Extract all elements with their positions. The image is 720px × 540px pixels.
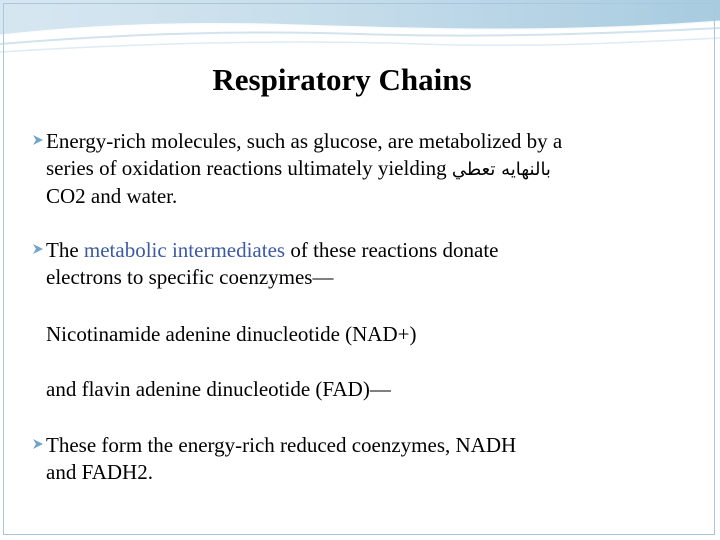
bullet-text-line: and FADH2. [46, 460, 153, 484]
bullet-text-line: CO2 and water. [46, 184, 178, 208]
text-fad [30, 376, 680, 403]
bullet-text-line: These form the energy-rich reduced coenzymes, NADH [46, 433, 517, 457]
bullet-paragraph-energy [30, 128, 680, 210]
bullet-text-line: electrons to specific coenzymes— [46, 265, 334, 289]
fad-line: and flavin adenine dinucleotide (FAD)— [46, 377, 391, 401]
bullet-paragraph-intermediates [30, 237, 680, 291]
nad-line: Nicotinamide adenine dinucleotide (NAD+) [46, 322, 417, 346]
bullet-paragraph-reduced [30, 432, 680, 486]
bullet-text-rest: of these reactions donate [290, 238, 499, 262]
arrow-bullet-icon [32, 134, 44, 146]
arrow-bullet-icon [32, 243, 44, 255]
text-nad [30, 321, 680, 348]
bullet-text-line: series of oxidation reactions ultimately yielding [46, 156, 447, 180]
arrow-bullet-icon [32, 438, 44, 450]
arabic-note: بالنهايه تعطي [451, 159, 551, 180]
bullet-text-lead: The [46, 238, 79, 262]
slide-content [30, 128, 680, 486]
highlighted-term: metabolic intermediates [83, 238, 286, 262]
bullet-text-line: Energy-rich molecules, such as glucose, are metabolized by a [46, 129, 563, 153]
slide-title: Respiratory Chains [212, 62, 472, 97]
